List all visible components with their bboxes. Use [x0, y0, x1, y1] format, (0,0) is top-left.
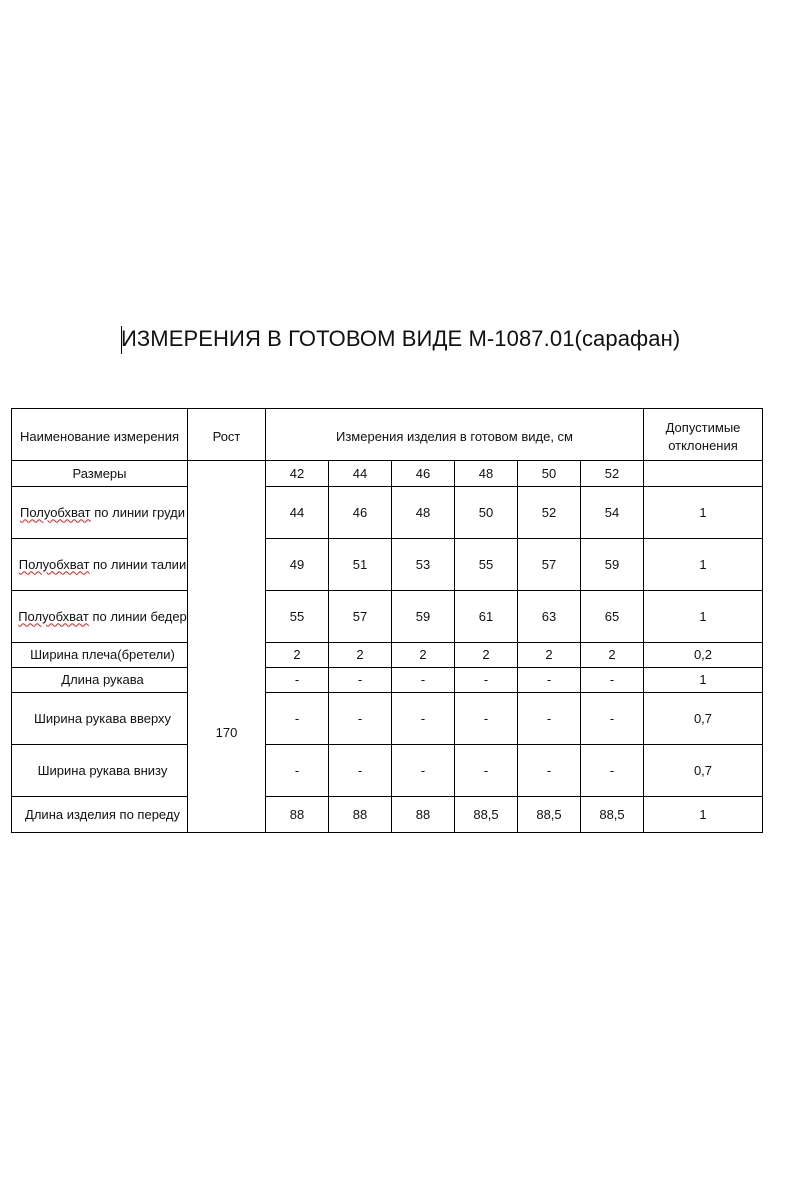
row-label: Полуобхват по линии талии — [12, 539, 188, 591]
value-cell: 48 — [392, 487, 455, 539]
value-cell: 44 — [266, 487, 329, 539]
value-cell: 55 — [455, 539, 518, 591]
tolerance-cell: 0,7 — [644, 745, 763, 797]
tolerance-cell: 1 — [644, 487, 763, 539]
value-cell: - — [392, 745, 455, 797]
row-label: Длина рукава — [12, 668, 188, 693]
value-cell: - — [392, 668, 455, 693]
value-cell: 54 — [581, 487, 644, 539]
value-cell: 2 — [266, 643, 329, 668]
value-cell: 88,5 — [455, 797, 518, 833]
tolerance-cell: 1 — [644, 539, 763, 591]
size-cell: 50 — [518, 461, 581, 487]
row-label: Ширина рукава внизу — [12, 745, 188, 797]
value-cell: 2 — [518, 643, 581, 668]
size-cell: 48 — [455, 461, 518, 487]
value-cell: - — [518, 745, 581, 797]
row-label: Ширина рукава вверху — [12, 693, 188, 745]
value-cell: 57 — [518, 539, 581, 591]
tolerance-cell: 0,7 — [644, 693, 763, 745]
value-cell: 52 — [518, 487, 581, 539]
value-cell: - — [581, 745, 644, 797]
size-cell: 44 — [329, 461, 392, 487]
value-cell: - — [581, 693, 644, 745]
table-row — [12, 745, 763, 797]
tolerance-cell: 1 — [644, 797, 763, 833]
tolerance-cell: 0,2 — [644, 643, 763, 668]
height-value: 170 — [188, 461, 266, 833]
value-cell: 46 — [329, 487, 392, 539]
row-label: Ширина плеча(бретели) — [12, 643, 188, 668]
tolerance-cell: 1 — [644, 591, 763, 643]
table-row — [12, 487, 763, 539]
value-cell: 59 — [581, 539, 644, 591]
value-cell: 88 — [329, 797, 392, 833]
header-name: Наименование измерения — [12, 409, 188, 461]
row-label: Длина изделия по переду — [12, 797, 188, 833]
table-row — [12, 668, 763, 693]
value-cell: 88 — [266, 797, 329, 833]
size-cell: 42 — [266, 461, 329, 487]
size-cell: 52 — [581, 461, 644, 487]
value-cell: - — [266, 745, 329, 797]
row-label: Полуобхват по линии бедер — [12, 591, 188, 643]
value-cell: - — [581, 668, 644, 693]
value-cell: - — [266, 668, 329, 693]
value-cell: 55 — [266, 591, 329, 643]
value-cell: 51 — [329, 539, 392, 591]
row-label: Полуобхват по линии груди — [12, 487, 188, 539]
value-cell: 88,5 — [518, 797, 581, 833]
value-cell: 61 — [455, 591, 518, 643]
sizes-row — [12, 461, 763, 487]
value-cell: 2 — [581, 643, 644, 668]
value-cell: 59 — [392, 591, 455, 643]
value-cell: - — [329, 693, 392, 745]
table-row — [12, 693, 763, 745]
value-cell: 2 — [455, 643, 518, 668]
value-cell: 57 — [329, 591, 392, 643]
table-row — [12, 797, 763, 833]
value-cell: - — [329, 668, 392, 693]
value-cell: 63 — [518, 591, 581, 643]
value-cell: 65 — [581, 591, 644, 643]
header-height: Рост — [188, 409, 266, 461]
value-cell: 53 — [392, 539, 455, 591]
sizes-label: Размеры — [12, 461, 188, 487]
value-cell: 50 — [455, 487, 518, 539]
value-cell: - — [455, 693, 518, 745]
value-cell: 49 — [266, 539, 329, 591]
value-cell: 88 — [392, 797, 455, 833]
table-row — [12, 539, 763, 591]
header-tolerance: Допустимые отклонения — [644, 409, 763, 461]
value-cell: - — [266, 693, 329, 745]
header-row — [12, 409, 763, 461]
header-measurements: Измерения изделия в готовом виде, см — [266, 409, 644, 461]
table-row — [12, 643, 763, 668]
value-cell: - — [329, 745, 392, 797]
value-cell: - — [518, 693, 581, 745]
document-title: ИЗМЕРЕНИЯ В ГОТОВОМ ВИДЕ М-1087.01(сарафан) — [121, 326, 681, 351]
value-cell: - — [455, 745, 518, 797]
tolerance-cell: 1 — [644, 668, 763, 693]
size-tolerance-empty — [644, 461, 763, 487]
measurements-table — [11, 408, 763, 833]
value-cell: 88,5 — [581, 797, 644, 833]
value-cell: - — [518, 668, 581, 693]
table-row — [12, 591, 763, 643]
value-cell: - — [392, 693, 455, 745]
value-cell: - — [455, 668, 518, 693]
value-cell: 2 — [392, 643, 455, 668]
value-cell: 2 — [329, 643, 392, 668]
size-cell: 46 — [392, 461, 455, 487]
